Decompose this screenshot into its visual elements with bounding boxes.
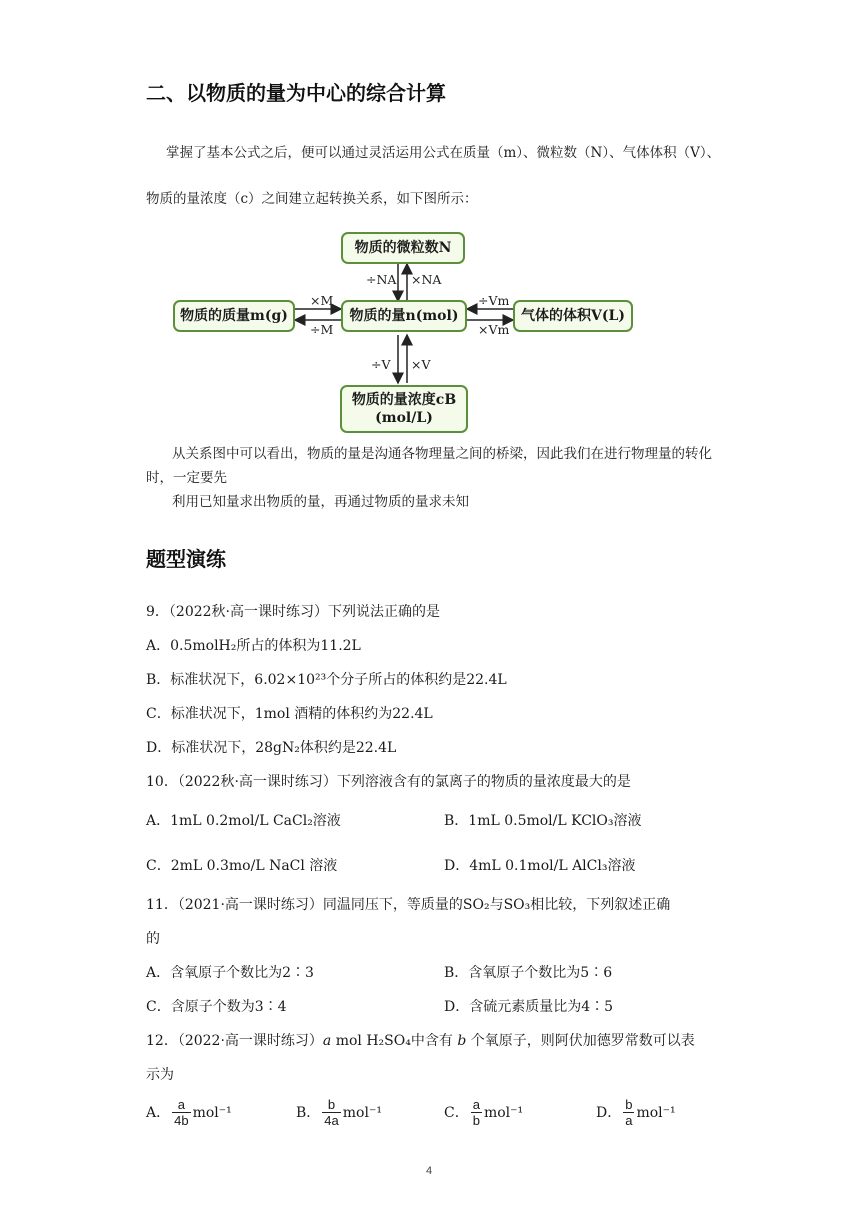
- q12-option-d: [596, 1097, 676, 1128]
- q12-variable-b: b: [457, 1033, 467, 1049]
- q12-option-c-unit: mol⁻¹: [483, 1104, 524, 1121]
- label-div-M: ÷M: [310, 322, 334, 337]
- para2: 利用已知量求出物质的量，再通过物质的量求未知: [172, 494, 469, 510]
- q12-option-a-denominator: 4b: [174, 1113, 189, 1128]
- box-gas-volume: 气体的体积V(L): [513, 300, 633, 332]
- q11-option-d: D．含硫元素质量比为4∶5: [444, 999, 614, 1015]
- practice-title: 题型演练: [146, 547, 226, 571]
- label-div-Vm: ÷Vm: [478, 293, 510, 308]
- label-div-NA: ÷NA: [366, 272, 397, 287]
- q10-option-b: B．1mL 0.5mol/L KClO₃溶液: [444, 813, 642, 829]
- q10-stem: 10．（2022秋·高一课时练习）下列溶液含有的氯离子的物质的量浓度最大的是: [146, 774, 631, 790]
- q10-option-d: D．4mL 0.1mol/L AlCl₃溶液: [444, 858, 636, 874]
- q12-option-c-fraction: [471, 1097, 482, 1128]
- q12-option-d-prefix: D．: [596, 1104, 622, 1121]
- q9-option-d: D．标准状况下，28gN₂体积约是22.4L: [146, 740, 397, 756]
- q12-option-b: [296, 1097, 382, 1128]
- q12-option-a-unit: mol⁻¹: [192, 1104, 232, 1121]
- q12-option-b-denominator: 4a: [324, 1113, 339, 1128]
- q11-stem-line-1: 11．（2021·高一课时练习）同温同压下，等质量的SO₂与SO₃相比较，下列叙述正确: [146, 897, 671, 913]
- q12-option-d-fraction: [623, 1097, 634, 1128]
- para1-line-1: 从关系图中可以看出，物质的量是沟通各物理量之间的桥梁，因此我们在进行物理量的转化: [172, 446, 712, 462]
- q12-option-a-fraction: [172, 1097, 190, 1128]
- q12-stem-prefix: 12．（2022·高一课时练习）: [146, 1033, 323, 1049]
- q12-option-a: [146, 1097, 232, 1128]
- label-mul-M: ×M: [310, 293, 334, 308]
- box-molar-concentration-line1: 物质的量浓度cB: [351, 392, 457, 408]
- q12-option-d-denominator: a: [625, 1113, 633, 1128]
- q12-option-a-prefix: A．: [146, 1104, 171, 1121]
- q11-option-c: C．含原子个数为3∶4: [146, 999, 287, 1015]
- page-number: 4: [426, 1165, 433, 1177]
- q9-option-a: A．0.5molH₂所占的体积为11.2L: [146, 638, 361, 654]
- q12-variable-a: a: [322, 1033, 332, 1049]
- q11-stem-line-2: 的: [146, 931, 160, 947]
- q12-option-d-numerator: b: [625, 1097, 633, 1112]
- intro-line-2: 物质的量浓度（c）之间建立起转换关系，如下图所示：: [146, 191, 478, 207]
- label-mul-NA: ×NA: [411, 272, 442, 287]
- q10-option-a: A．1mL 0.2mol/L CaCl₂溶液: [146, 813, 341, 829]
- q12-stem-line-2: 示为: [146, 1067, 174, 1083]
- q12-option-b-numerator: b: [322, 1097, 340, 1113]
- q12-option-a-numerator: a: [172, 1097, 190, 1113]
- q9-option-c: C．标准状况下，1mol 酒精的体积约为22.4L: [146, 706, 433, 722]
- q11-option-b: B．含氧原子个数比为5∶6: [444, 965, 613, 981]
- q9-stem: 9．（2022秋·高一课时练习）下列说法正确的是: [146, 604, 440, 620]
- q12-stem-line-1: [146, 1032, 695, 1050]
- q12-option-b-fraction: [322, 1097, 340, 1128]
- label-mul-V: ×V: [411, 357, 431, 372]
- q12-option-d-unit: mol⁻¹: [636, 1104, 676, 1121]
- box-molar-concentration-line2: (mol/L): [375, 410, 433, 426]
- box-particle-count: 物质的微粒数N: [341, 232, 465, 264]
- q12-option-c-denominator: b: [472, 1113, 480, 1128]
- section-title: 二、以物质的量为中心的综合计算: [146, 81, 446, 105]
- conversion-diagram: [0, 0, 860, 440]
- q12-stem-mid-2: 个氧原子，则阿伏加德罗常数可以表: [466, 1033, 695, 1049]
- box-amount-of-substance: 物质的量n(mol): [341, 300, 467, 332]
- q12-option-c-numerator: a: [472, 1097, 480, 1112]
- q9-option-b: B．标准状况下，6.02×10²³个分子所占的体积约是22.4L: [146, 672, 507, 688]
- label-mul-Vm: ×Vm: [478, 322, 510, 337]
- q12-option-c: [444, 1097, 523, 1128]
- para1-line-2: 时，一定要先: [146, 470, 227, 486]
- q10-option-c: C．2mL 0.3mo/L NaCl 溶液: [146, 858, 338, 874]
- q12-option-b-unit: mol⁻¹: [342, 1104, 382, 1121]
- q12-stem-mid-1: mol H₂SO₄中含有: [331, 1033, 458, 1049]
- box-mass: 物质的质量m(g): [173, 300, 295, 332]
- q12-option-b-prefix: B．: [296, 1104, 321, 1121]
- diagram-arrows: [0, 0, 860, 440]
- intro-line-1: 掌握了基本公式之后，便可以通过灵活运用公式在质量（m）、微粒数（N）、气体体积（V）、: [166, 145, 721, 161]
- box-molar-concentration: [340, 385, 468, 433]
- label-div-V: ÷V: [371, 357, 391, 372]
- q12-option-c-prefix: C．: [444, 1104, 469, 1121]
- q11-option-a: A．含氧原子个数比为2∶3: [146, 965, 314, 981]
